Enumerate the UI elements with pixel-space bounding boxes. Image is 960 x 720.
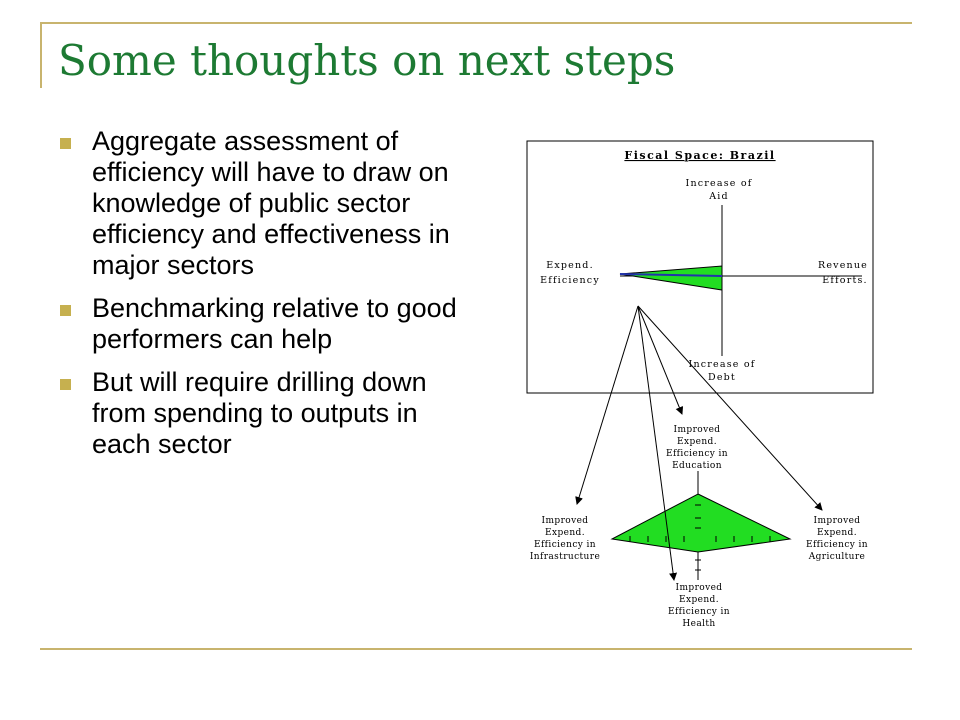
infrastructure-label-line2: Expend. bbox=[545, 528, 585, 538]
health-label-line4: Health bbox=[682, 619, 716, 629]
right-label-line2: Efforts. bbox=[822, 275, 868, 286]
left-label-line1: Expend. bbox=[546, 260, 594, 271]
agriculture-label-line1: Improved bbox=[813, 516, 861, 526]
top-label-line2: Aid bbox=[709, 191, 729, 202]
education-label-line1: Improved bbox=[673, 425, 721, 435]
bullet-text: But will require drilling down from spending to outputs in each sector bbox=[92, 367, 427, 459]
health-label-line1: Improved bbox=[675, 583, 723, 593]
bottom-chart-efficiency-diamond bbox=[612, 494, 790, 552]
left-label-line2: Efficiency bbox=[540, 275, 600, 286]
bottom-label-line1: Increase of bbox=[688, 359, 756, 370]
slide-title: Some thoughts on next steps bbox=[58, 36, 676, 85]
right-label-line1: Revenue bbox=[817, 260, 869, 271]
bullet-text: Benchmarking relative to good performers can help bbox=[92, 293, 457, 354]
education-label-line4: Education bbox=[672, 461, 722, 471]
bullet-text: Aggregate assessment of efficiency will have to draw on knowledge of public sector efficiency and effectiveness in major sectors bbox=[92, 126, 450, 280]
agriculture-label-line2: Expend. bbox=[817, 528, 857, 538]
bottom-label-line2: Debt bbox=[708, 372, 736, 383]
education-label-line3: Efficiency in bbox=[665, 449, 729, 459]
top-label-line1: Increase of bbox=[685, 178, 753, 189]
agriculture-label-line3: Efficiency in bbox=[805, 540, 869, 550]
health-label-line2: Expend. bbox=[679, 595, 719, 605]
infrastructure-label-line1: Improved bbox=[541, 516, 589, 526]
education-label-line2: Expend. bbox=[677, 437, 717, 447]
infrastructure-label-line3: Efficiency in bbox=[533, 540, 597, 550]
health-label-line3: Efficiency in bbox=[667, 607, 731, 617]
infrastructure-label-line4: Infrastructure bbox=[529, 552, 601, 562]
top-chart-title: Fiscal Space: Brazil bbox=[624, 149, 776, 162]
agriculture-label-line4: Agriculture bbox=[808, 552, 866, 562]
